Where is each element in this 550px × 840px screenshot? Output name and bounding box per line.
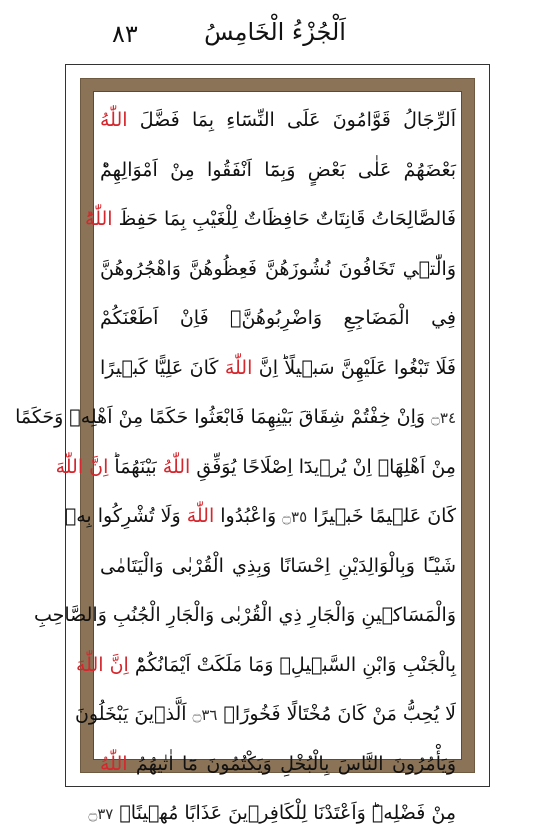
ayah-number-marker: ۝٣٧: [88, 805, 114, 823]
text-line: [100, 294, 456, 344]
text-line: [74, 690, 456, 740]
text-segment: كَانَ عَلِيًّا كَب۪يرًا: [100, 356, 225, 379]
text-segment: فِي الْمَضَاجِعِ وَاضْرِبُوهُنَّۚ فَاِنْ اَطَعْنَكُمْ: [100, 307, 456, 329]
text-line: [33, 591, 456, 641]
divine-name: اِنَّ اللّٰهَ: [76, 653, 129, 676]
page-number: ٨٣: [112, 20, 138, 48]
text-line: [85, 195, 456, 245]
text-line: [55, 443, 456, 493]
text-segment: لَا يُحِبُّ مَنْ كَانَ مُخْتَالًا فَخُورًاۙ: [217, 703, 456, 725]
text-line: [64, 492, 456, 542]
text-line: [15, 393, 456, 443]
text-segment: فَلَا تَبْغُوا عَلَيْهِنَّ سَب۪يلًاؕ اِنَّ: [252, 356, 456, 379]
text-line: [100, 146, 456, 196]
text-line: [100, 96, 456, 146]
text-segment: وَاعْبُدُوا: [214, 505, 283, 527]
page-header: [60, 14, 490, 54]
divine-name: اللّٰهَ: [224, 356, 253, 379]
text-segment: مِنْ اَهْلِهَاۚ اِنْ يُر۪يدَٓا اِصْلَاحًا يُوَفِّقِ: [190, 455, 456, 478]
ayah-number-marker: ۝٣٥: [282, 508, 308, 526]
quran-text-block: [15, 96, 456, 839]
text-segment: شَيْـًٔا وَبِالْوَالِدَيْنِ اِحْسَانًا وَبِذِي الْقُرْبٰى وَالْيَتَامٰى: [100, 554, 456, 577]
text-segment: اَلَّذ۪ينَ يَبْخَلُونَ: [74, 703, 193, 725]
divine-name: اللّٰهُؕ: [85, 208, 113, 230]
text-line: [100, 344, 456, 394]
ayah-number-marker: ۝٣٦: [192, 706, 218, 724]
divine-name: اِنَّ اللّٰهَ: [55, 455, 109, 478]
text-segment: مِنْ فَضْلِه۪ؕ وَاَعْتَدْنَا لِلْكَافِر۪ينَ عَذَابًا مُه۪ينًاۚ: [113, 802, 456, 824]
text-segment: بَيْنَهُمَاؕ: [108, 455, 163, 478]
divine-name: اللّٰهَ: [186, 505, 215, 527]
text-segment: وَيَأْمُرُونَ النَّاسَ بِالْبُخْلِ وَيَكْتُمُونَ مَٓا اٰتٰيهُمُ: [127, 752, 456, 775]
text-segment: اَلرِّجَالُ قَوَّامُونَ عَلَى النِّسَٓاءِ بِمَا فَضَّلَ: [127, 109, 456, 131]
ayah-number-marker: ۝٣٤: [431, 409, 456, 427]
text-line: [76, 641, 456, 691]
text-segment: فَالصَّالِحَاتُ قَانِتَاتٌ حَافِظَاتٌ لِلْغَيْبِ بِمَا حَفِظَ: [112, 208, 456, 230]
divine-name: اللّٰهُ: [100, 109, 128, 131]
text-line: [100, 740, 456, 790]
divine-name: اللّٰهُ: [162, 455, 191, 478]
text-segment: وَالْمَسَاك۪ينِ وَالْجَارِ ذِي الْقُرْبٰى وَالْجَارِ الْجُنُبِ وَالصَّاحِبِ: [33, 604, 456, 626]
text-segment: بَعْضَهُمْ عَلٰى بَعْضٍ وَبِمَٓا اَنْفَقُوا مِنْ اَمْوَالِهِمْؕ: [100, 158, 456, 181]
text-segment: بِالْجَنْبِ وَابْنِ السَّب۪يلِۙ وَمَا مَلَكَتْ اَيْمَانُكُمْؕ: [128, 653, 456, 676]
text-line: [100, 245, 456, 295]
text-segment: كَانَ عَل۪يمًا خَب۪يرًا: [307, 505, 456, 527]
juz-title: اَلْجُزْءُ الْخَامِسُ: [204, 18, 346, 46]
divine-name: اللّٰهُ: [100, 752, 128, 775]
text-line: [88, 789, 456, 839]
text-segment: وَلَا تُشْرِكُوا بِه۪: [64, 505, 187, 527]
text-segment: وَالّٰت۪ي تَخَافُونَ نُشُوزَهُنَّ فَعِظُوهُنَّ وَاهْجُرُوهُنَّ: [100, 257, 456, 280]
text-line: [100, 542, 456, 592]
text-segment: وَاِنْ خِفْتُمْ شِقَاقَ بَيْنِهِمَا فَابْعَثُوا حَكَمًا مِنْ اَهْلِه۪ وَحَكَمًا: [15, 406, 432, 428]
